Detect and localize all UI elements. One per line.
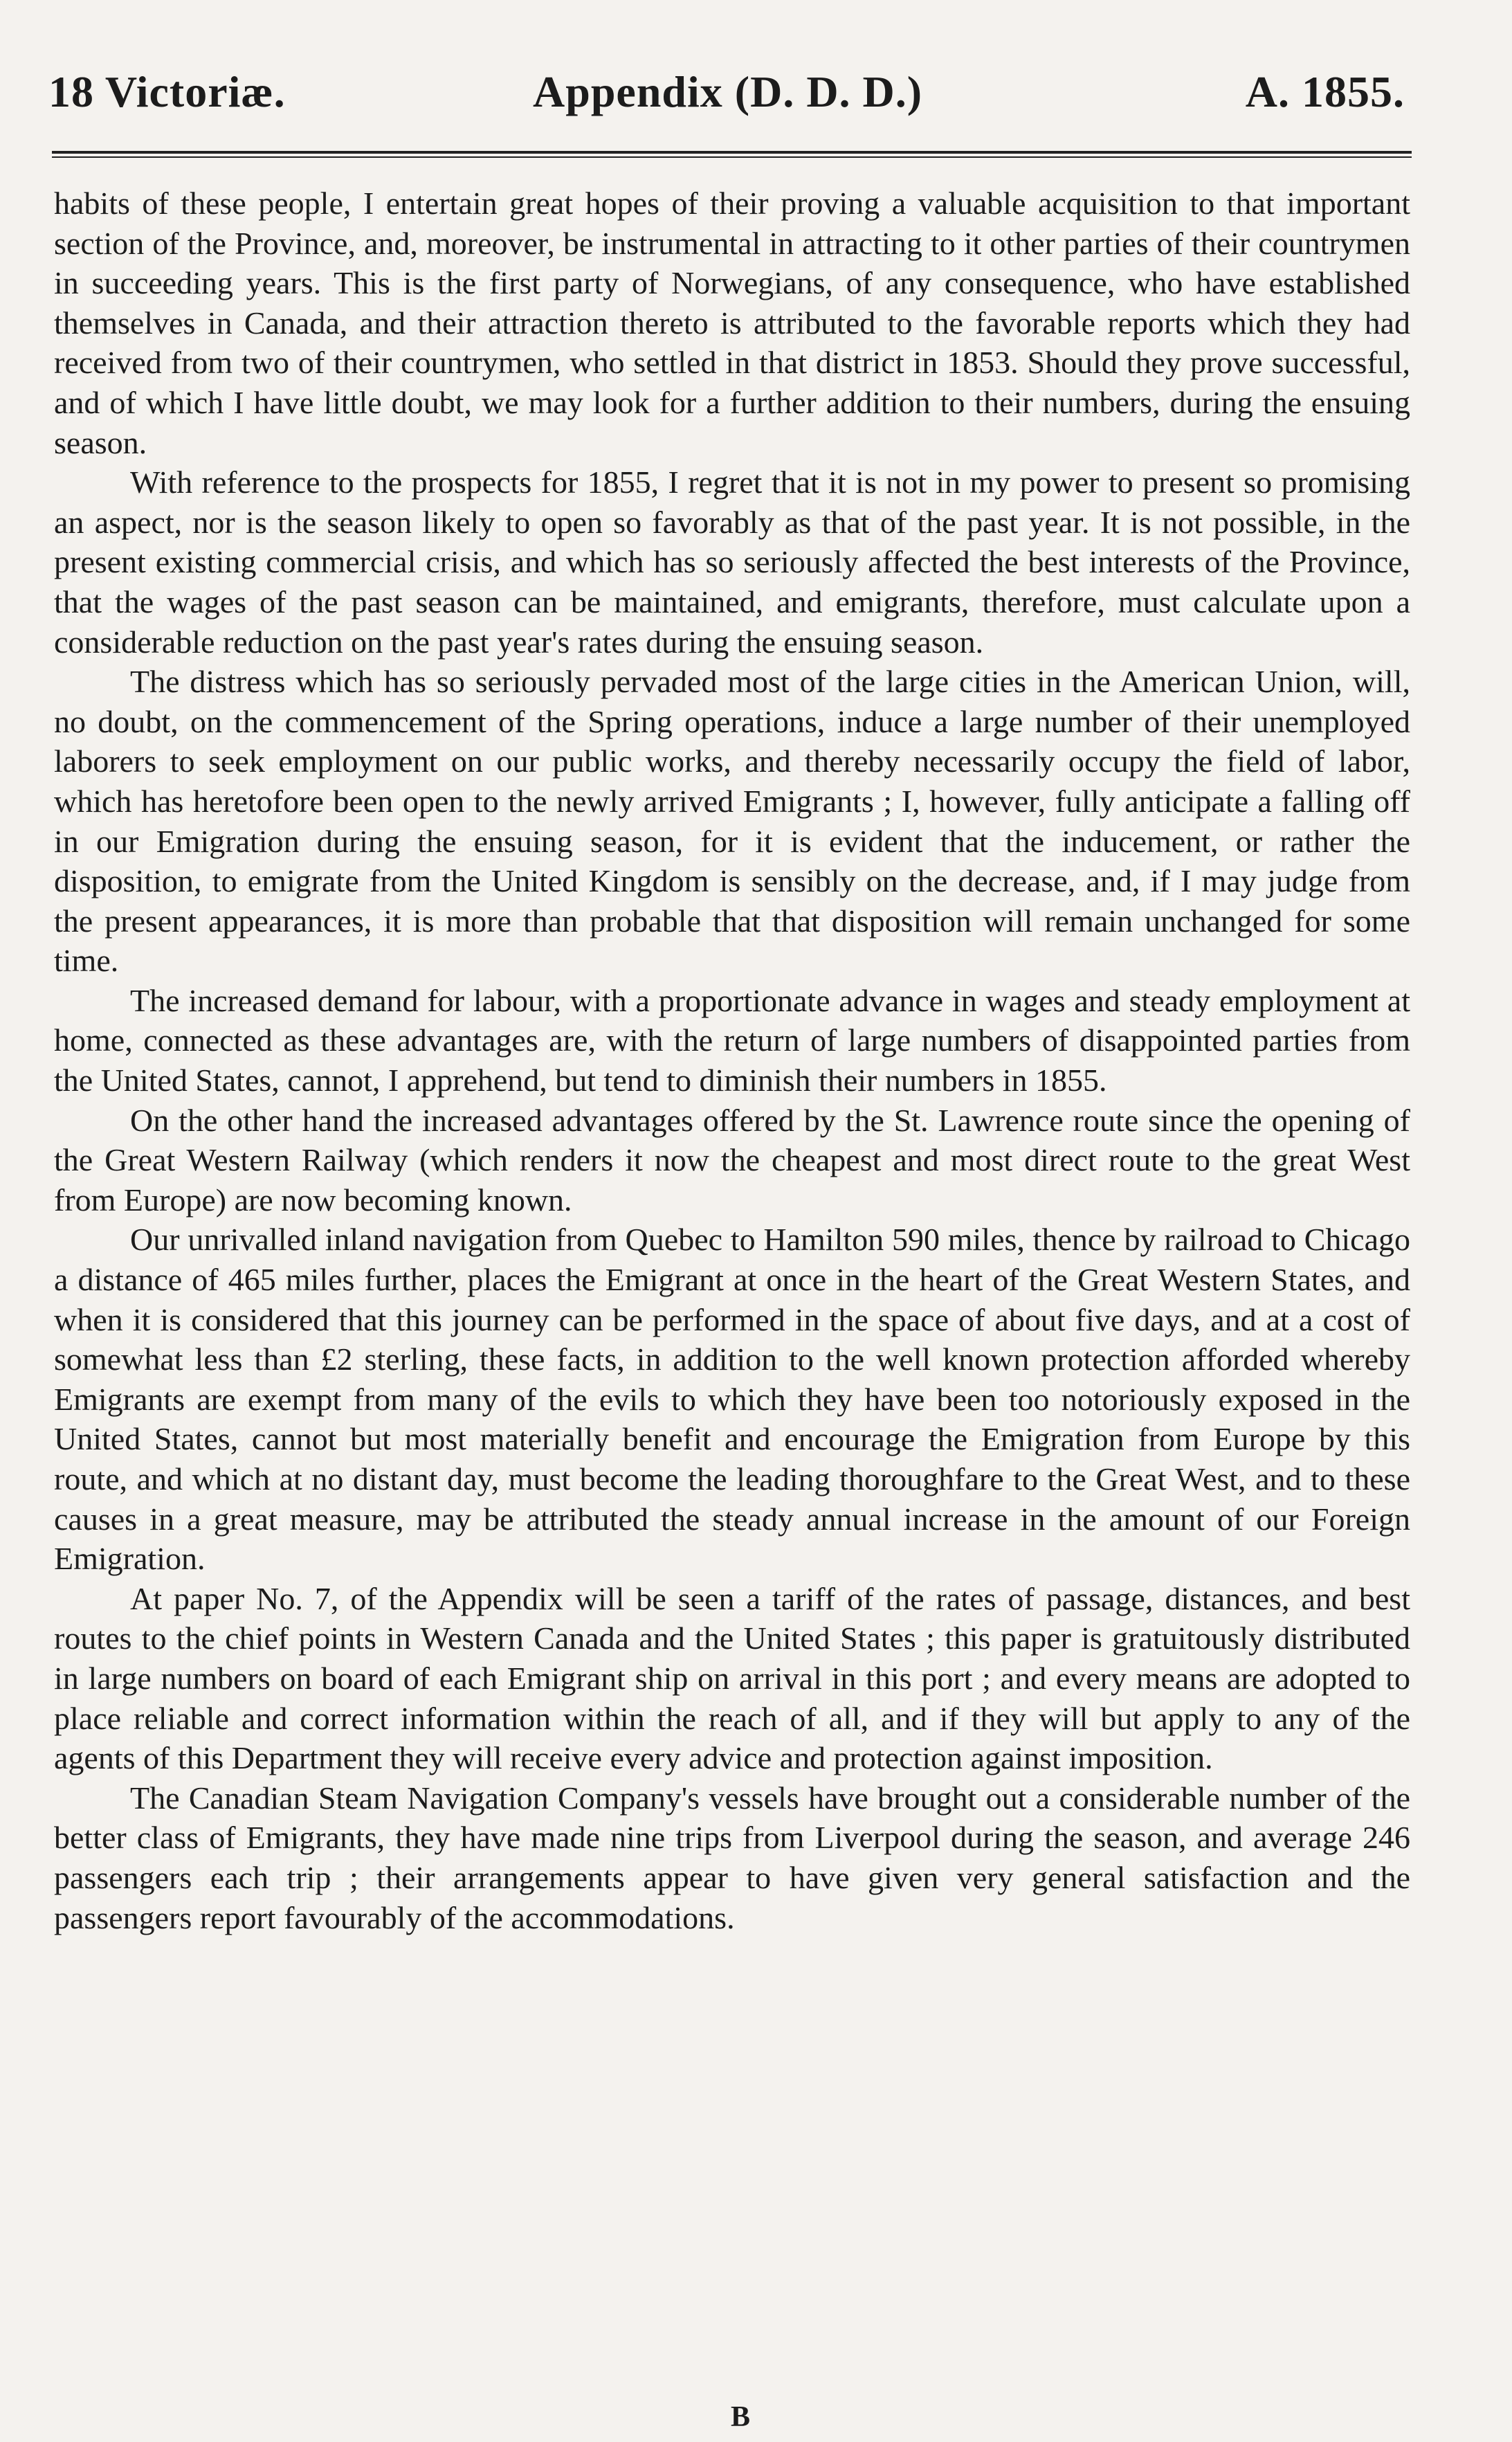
paragraph-continuation: habits of these people, I entertain great hopes of their proving a valuable acquisition to that important section of the Province, and, moreover, be instrumental in attracting to it other parties of their countrymen in succeeding years. This is the first party of Norwegians, of any consequence, who have established themselves in Canada, and their attraction thereto is attributed to the favorable reports which they had received from two of their countrymen, who settled in that district in 1853. Should they prove successful, and of which I have little doubt, we may look for a further addition to their numbers, during the ensuing season. xyxy=(54,186,1410,460)
paragraph-american-distress: The distress which has so seriously pervaded most of the large cities in the American Union, will, no doubt, on the commencement of the Spring operations, induce a large number of their unemployed laborers to seek employment on our public works, and thereby necessarily occupy the field of labor, which has heretofore been open to the newly arrived Emigrants ; I, however, fully anticipate a falling off in our Emigration during the ensuing season, for it is evident that the inducement, or rather the disposition, to emigrate from the United Kingdom is sensibly on the decrease, and, if I may judge from the present appearances, it is more than probable that that disposition will remain unchanged for some time. xyxy=(54,664,1410,979)
header-year: A. 1855. xyxy=(1245,67,1405,116)
paragraph-tariff-paper: At paper No. 7, of the Appendix will be seen a tariff of the rates of passage, distances, and best routes to the chief points in Western Canada and the United States ; this paper is gratuitously distributed in large numbers on board of each Emigrant ship on arrival in this port ; and every means are adopted to place reliable and correct information within the reach of all, and if they will but apply to any of the agents of this Department they will receive every advice and protection against imposition. xyxy=(54,1580,1410,1776)
page-signature-mark: B xyxy=(730,2401,750,2433)
paragraph-st-lawrence-route: On the other hand the increased advantages offered by the St. Lawrence route since the opening of the Great Western Railway (which renders it now the cheapest and most direct route to the great West from Europe) are now becoming known. xyxy=(54,1102,1410,1218)
paragraph-steam-navigation: The Canadian Steam Navigation Company's vessels have brought out a considerable number of the better class of Emigrants, they have made nine trips from Liverpool during the season, and average 246 passengers each trip ; their arrangements appear to have given very general satisfaction and the passengers report favourably of the accommodations. xyxy=(54,1780,1410,1935)
paragraph-prospects-1855: With reference to the prospects for 1855, I regret that it is not in my power to present so promising an aspect, nor is the season likely to open so favorably as that of the past year. It is not possible, in the present existing commercial crisis, and which has so seriously affected the best interests of the Province, that the wages of the past season can be maintained, and emigrants, therefore, must calculate upon a considerable reduction on the past year's rates during the ensuing season. xyxy=(54,464,1410,660)
page-header xyxy=(48,61,1419,123)
header-rule-thick xyxy=(52,151,1412,154)
body-text xyxy=(54,183,1410,1937)
paragraph-labour-demand: The increased demand for labour, with a proportionate advance in wages and steady employment at home, connected as these advantages are, with the return of large numbers of disappointed parties from the United States, cannot, I apprehend, but tend to diminish their numbers in 1855. xyxy=(54,982,1410,1098)
header-session: 18 Victoriæ. xyxy=(48,67,286,116)
header-rule-thin xyxy=(52,156,1412,158)
header-appendix-title: Appendix (D. D. D.) xyxy=(533,67,923,116)
paragraph-inland-navigation: Our unrivalled inland navigation from Quebec to Hamilton 590 miles, thence by railroad to Chicago a distance of 465 miles further, places the Emigrant at once in the heart of the Great Western States, and when it is considered that this journey can be performed in the space of about five days, and at a cost of somewhat less than £2 sterling, these facts, in addition to the well known protection afforded whereby Emigrants are exempt from many of the evils to which they have been too notoriously exposed in the United States, cannot but most materially benefit and encourage the Emigration from Europe by this route, and which at no distant day, must become the leading thoroughfare to the Great West, and to these causes in a great measure, may be attributed the steady annual increase in the amount of our Foreign Emigration. xyxy=(54,1222,1410,1577)
